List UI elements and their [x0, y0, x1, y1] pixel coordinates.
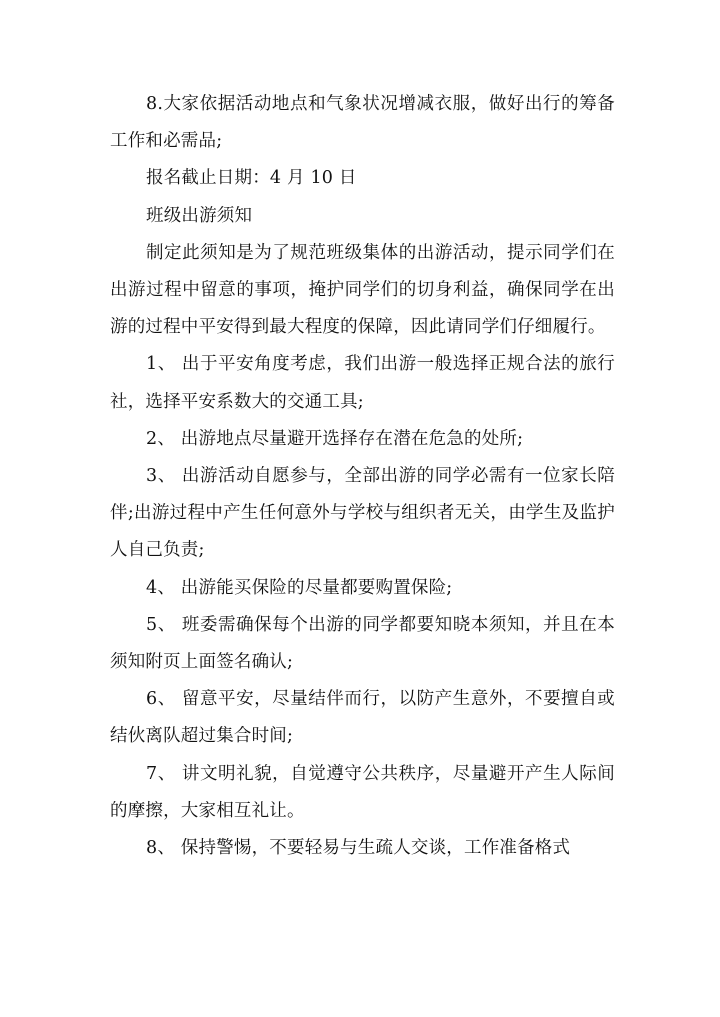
list-item-8: 8、 保持警惕，不要轻易与生疏人交谈，工作准备格式 [146, 838, 571, 859]
list-item-2: 2、 出游地点尽量避开选择存在潜在危急的处所; [146, 428, 524, 449]
section-heading: 班级出游须知 [146, 205, 253, 226]
paragraph-registration-deadline: 报名截止日期：4 月 10 日 [146, 168, 357, 189]
paragraph-prep-items: 8.大家依据活动地点和气象状况增减衣服，做好出行的筹备工作和必需品; [110, 94, 615, 152]
list-item-3: 3、 出游活动自愿参与，全部出游的同学必需有一位家长陪伴;出游过程中产生任何意外与学校与组织者无关，由学生及监护人自己负责; [110, 466, 615, 561]
list-item-1: 1、 出于平安角度考虑，我们出游一般选择正规合法的旅行社，选择平安系数大的交通工具; [110, 354, 615, 412]
list-item-7: 7、 讲文明礼貌，自觉遵守公共秩序，尽量避开产生人际间的摩擦，大家相互礼让。 [110, 763, 615, 821]
paragraph-intro: 制定此须知是为了规范班级集体的出游活动，提示同学们在出游过程中留意的事项，掩护同学们的切身利益，确保同学在出游的过程中平安得到最大程度的保障，因此请同学们仔细履行。 [110, 242, 615, 338]
list-item-6: 6、 留意平安，尽量结伴而行，以防产生意外，不要擅自或结伙离队超过集合时间; [110, 689, 615, 747]
list-item-5: 5、 班委需确保每个出游的同学都要知晓本须知，并且在本须知附页上面签名确认; [110, 614, 615, 673]
document-page [110, 86, 615, 867]
list-item-4: 4、 出游能买保险的尽量都要购置保险; [146, 577, 453, 598]
